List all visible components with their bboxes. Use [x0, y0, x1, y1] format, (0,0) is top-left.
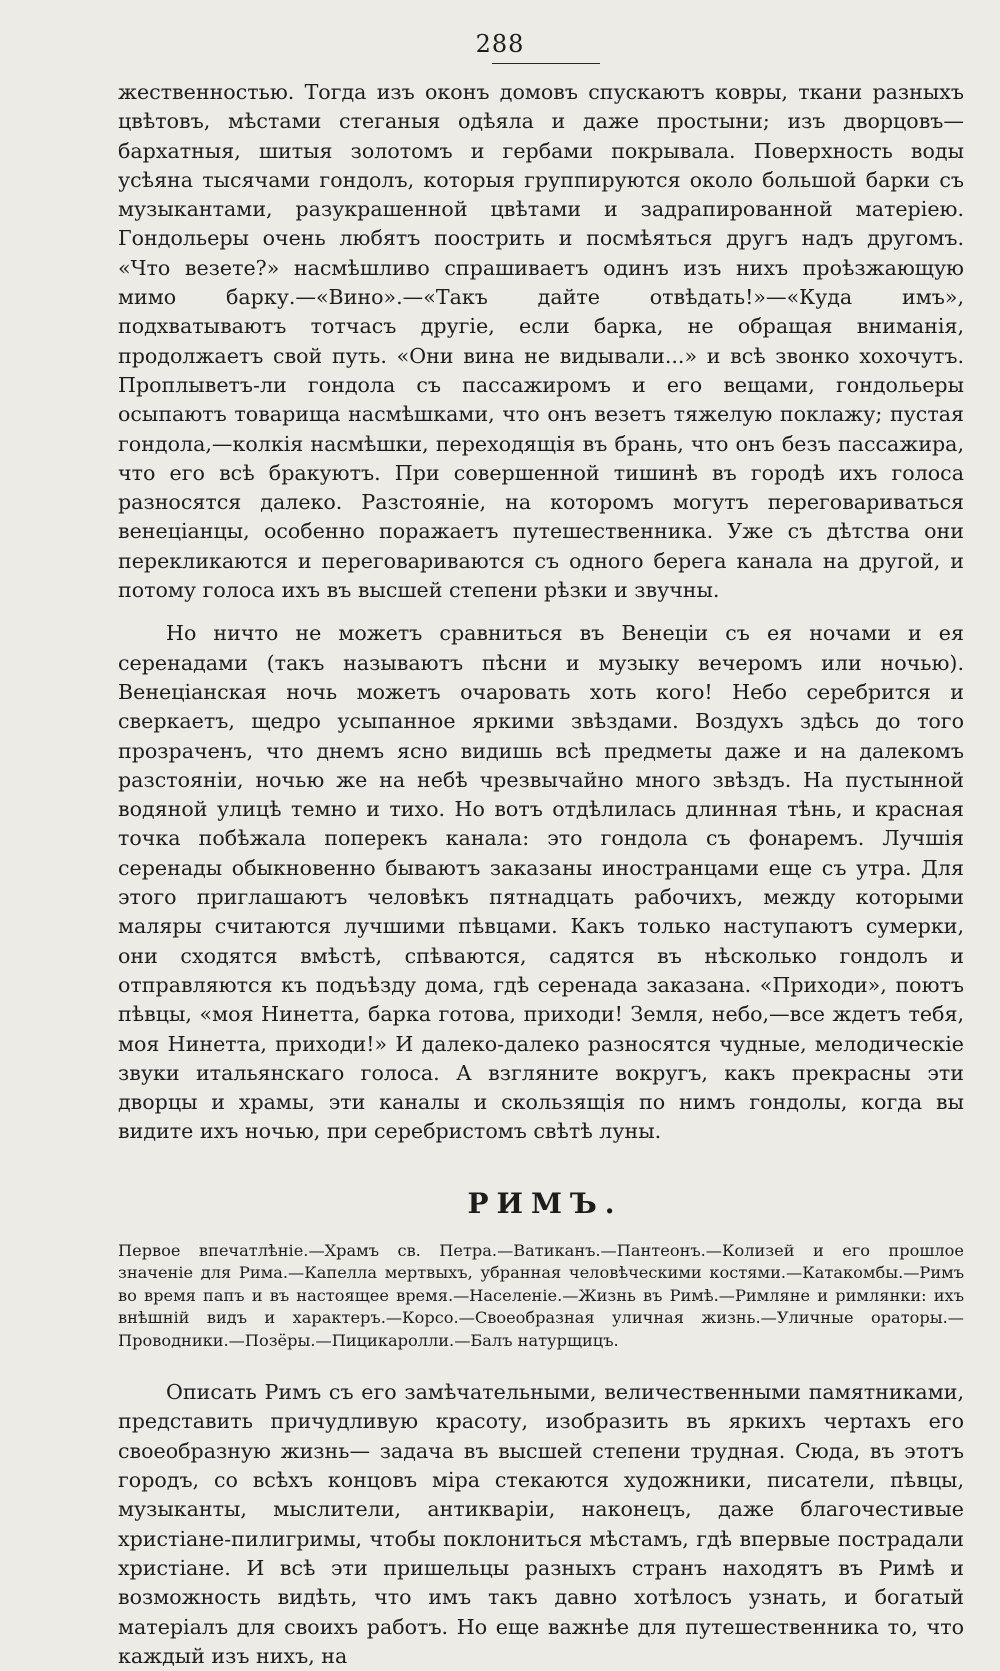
paragraph-venice-nights: Но ничто не можетъ сравниться въ Венеціи съ ея ночами и ея серенадами (такъ называютъ пѣсни и музыку вечеромъ или ночью). Венеціанская ночь можетъ очаровать хоть кого! Небо серебрится и сверкаетъ, щедро усыпанное яркими звѣздами. Воздухъ здѣсь до того прозраченъ, что днемъ ясно видишь всѣ предметы даже и на далекомъ разстояніи, ночью же на небѣ чрезвычайно много звѣздъ. На пустынной водяной улицѣ темно и тихо. Но вотъ отдѣлилась длинная тѣнь, и красная точка побѣжала поперекъ канала: это гондола съ фонаремъ. Лучшія серенады обыкновенно бываютъ заказаны иностранцами еще съ утра. Для этого приглашаютъ человѣкъ пятнадцать рабочихъ, между которыми маляры считаются лучшими пѣвцами. Какъ только наступаютъ сумерки, они сходятся вмѣстѣ, спѣваются, садятся въ нѣсколько гондолъ и отправляются къ подъѣзду дома, гдѣ серенада заказана. «Приходи», поютъ пѣвцы, «моя Нинетта, барка готова, приходи! Земля, небо,—все ждетъ тебя, моя Нинетта, приходи!» И далеко-далеко разносятся чудные, мелодическіе звуки итальянскаго голоса. А взгляните вокругъ, какъ прекрасны эти дворцы и храмы, эти каналы и скользящія по нимъ гондолы, когда вы видите ихъ ночью, при серебристомъ свѣтѣ луны.: [118, 621, 964, 1144]
section-title: РИМЪ.: [467, 1186, 623, 1220]
paragraph-venice-festival: жественностью. Тогда изъ оконъ домовъ спускаютъ ковры, ткани разныхъ цвѣтовъ, мѣстами стеганыя одѣяла и даже простыни; изъ дворцовъ—бархатныя, шитыя золотомъ и гербами покрывала. Поверхность воды усѣяна тысячами гондолъ, которыя группируются около большой барки съ музыкантами, разукрашенной цвѣтами и задрапированной матеріею. Гондольеры очень любятъ поострить и посмѣяться другъ надъ другомъ. «Что везете?» насмѣшливо спрашиваетъ одинъ изъ нихъ проѣзжающую мимо барку.—«Вино».—«Такъ дайте отвѣдать!»—«Куда имъ», подхватываютъ тотчасъ другіе, если барка, не обращая вниманія, продолжаетъ свой путь. «Они вина не видывали...» и всѣ звонко хохочутъ. Проплыветъ-ли гондола съ пассажиромъ и его вещами, гондольеры осыпаютъ товарища насмѣшками, что онъ везетъ тяжелую поклажу; пустая гондола,—колкія насмѣшки, переходящія въ брань, что онъ безъ пассажира, что его всѣ бракуютъ. При совершенной тишинѣ въ городѣ ихъ голоса разносятся далеко. Разстояніе, на которомъ могутъ переговариваться венеціанцы, особенно поражаетъ путешественника. Уже съ дѣтства они перекликаются и переговариваются съ одного берега канала на другой, и потому голоса ихъ въ высшей степени рѣзки и звучны.: [118, 80, 964, 603]
chapter-summary: Первое впечатлѣніе.—Храмъ св. Петра.—Ватиканъ.—Пантеонъ.—Колизей и его прошлое значеніе для Рима.—Капелла мертвыхъ, убранная человѣческими костями.—Катакомбы.—Римъ во время папъ и въ настоящее время.—Населеніе.—Жизнь въ Римѣ.—Римляне и римлянки: ихъ внѣшній видъ и характеръ.—Корсо.—Своеобразная уличная жизнь.—Уличные ораторы.—Проводники.—Позёры.—Пицикаролли.—Балъ натурщицъ.: [118, 1240, 964, 1350]
paragraph-rome-intro: Описать Римъ съ его замѣчательными, величественными памятниками, представить причудливую красоту, изобразить въ яркихъ чертахъ его своеобразную жизнь— задача въ высшей степени трудная. Сюда, въ этотъ городъ, со всѣхъ концовъ міра стекаются художники, писатели, пѣвцы, музыканты, мыслители, антикваріи, наконецъ, даже благочестивые христіане-пилигримы, чтобы поклониться мѣстамъ, гдѣ впервые пострадали христіане. И всѣ эти пришельцы разныхъ странъ находятъ въ Римѣ и возможность видѣть, что имъ такъ давно хотѣлосъ узнать, и богатый матеріалъ для своихъ работъ. Но еще важнѣе для путешественника то, что каждый изъ нихъ, на: [118, 1380, 964, 1668]
page-body: [118, 78, 964, 1671]
header-rule: [492, 63, 600, 64]
page-number: 288: [475, 30, 525, 58]
